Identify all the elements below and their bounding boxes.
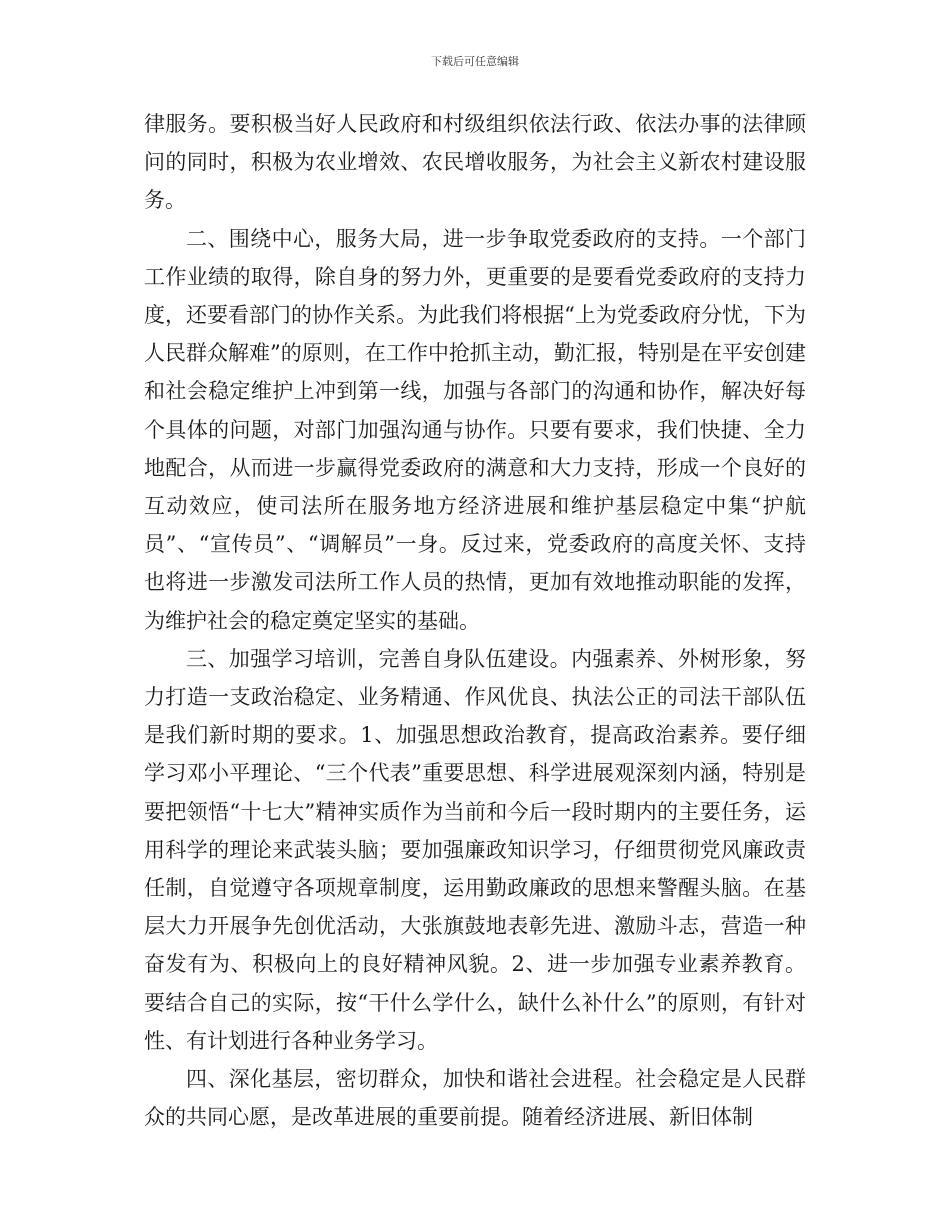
paragraph-3: 三、加强学习培训，完善自身队伍建设。内强素养、外树形象，努力打造一支政治稳定、业务精通、作风优良、执法公正的司法干部队伍是我们新时期的要求。1、加强思想政治教育，提高政治素养。要仔细学习邓小平理论、“三个代表”重要思想、科学进展观深刻内涵，特别是要把领悟“十七大”精神实质作为当前和今后一段时期内的主要任务，运用科学的理论来武装头脑；要加强廉政知识学习，仔细贯彻党风廉政责任制，自觉遵守各项规章制度，运用勤政廉政的思想来警醒头脑。在基层大力开展争先创优活动，大张旗鼓地表彰先进、激励斗志，营造一种奋发有为、积极向上的良好精神风貌。2、进一步加强专业素养教育。要结合自己的实际，按“干什么学什么，缺什么补什么”的原则，有针对性、有计划进行各种业务学习。: [144, 646, 806, 1053]
paragraph-1: 律服务。要积极当好人民政府和村级组织依法行政、依法办事的法律顾问的同时，积极为农业增效、农民增收服务，为社会主义新农村建设服务。: [144, 112, 806, 213]
paragraph-2: 二、围绕中心，服务大局，进一步争取党委政府的支持。一个部门工作业绩的取得，除自身的努力外，更重要的是要看党委政府的支持力度，还要看部门的协作关系。为此我们将根据“上为党委政府分忧，下为人民群众解难”的原则，在工作中抢抓主动，勤汇报，特别是在平安创建和社会稳定维护上冲到第一线，加强与各部门的沟通和协作，解决好每个具体的问题，对部门加强沟通与协作。只要有要求，我们快捷、全力地配合，从而进一步赢得党委政府的满意和大力支持，形成一个良好的互动效应，使司法所在服务地方经济进展和维护基层稳定中集“护航员”、“宣传员”、“调解员”一身。反过来，党委政府的高度关怀、支持也将进一步激发司法所工作人员的热情，更加有效地推动职能的发挥，为维护社会的稳定奠定坚实的基础。: [144, 226, 806, 633]
document-body: [144, 105, 806, 1136]
page-header: 下载后可任意编辑: [431, 55, 519, 68]
paragraph-4: 四、深化基层，密切群众，加快和谐社会进程。社会稳定是人民群众的共同心愿，是改革进展的重要前提。随着经济进展、新旧体制: [144, 1067, 806, 1130]
